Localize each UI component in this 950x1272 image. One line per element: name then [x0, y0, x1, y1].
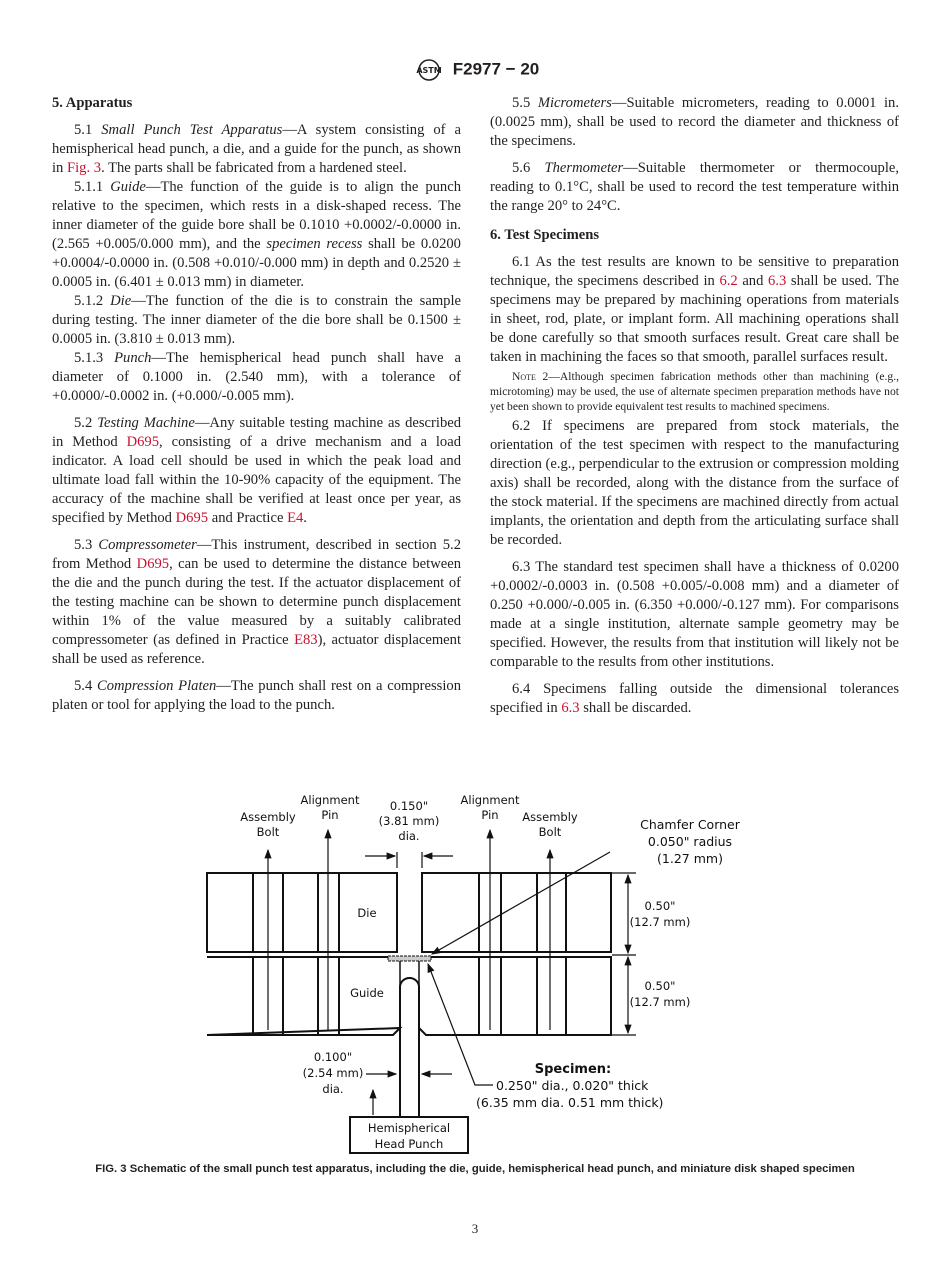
figure-label: 0.150" — [389, 799, 429, 813]
text-run: 2—Although specimen fabrication methods other than machining (e.g., microtoming) may be used, the use of alternate specimen preparation methods have not yet been shown to provide equivalent test results to machined specimens. — [490, 370, 899, 413]
reference-link[interactable]: E4 — [287, 510, 304, 526]
text-run: —The punch shall rest on a compression platen or tool for applying the load to the punch. — [52, 678, 462, 713]
reference-link[interactable]: 6.3 — [768, 273, 787, 289]
figure-label: dia. — [398, 829, 420, 843]
section-heading: 6. Test Specimens — [490, 227, 600, 243]
text-run: —The function of the guide is to align the punch relative to the specimen, which rests in a disk-shaped recess. The inner diameter of the guide bore shall be 0.1010 +0.0002/-0.0000 in. (2.565 +0.005/0.000 mm), and the — [52, 179, 462, 252]
text-run: —The function of the die is to constrain the sample during testing. The inner diameter of the die bore shall be 0.1500 ± 0.0005 in. (3.810 ± 0.013 mm). — [52, 293, 462, 347]
note-paragraph — [490, 369, 899, 414]
figure-label: 0.050" radius — [647, 834, 733, 849]
reference-link[interactable]: 6.2 — [719, 273, 738, 289]
paragraph — [52, 178, 461, 292]
text-run: Compressometer — [98, 537, 197, 553]
text-run: 6.3 The standard test specimen shall have a thickness of 0.0200 +0.0002/-0.0003 in. (0.508 +0.005/-0.008 mm) and a diameter of 0.250 +0.000/-0.005 in. (6.350 +0.000/-0.127 mm). For comparisons made at a single institution, alternate sample geometry may be specified. However, the results from that institution will likely not be comparable to the results from other institutions. — [490, 559, 899, 670]
figure-label: Chamfer Corner — [640, 817, 740, 832]
text-run: —This instrument, described in section 5.2 from Method — [52, 537, 462, 572]
text-run: . — [303, 510, 307, 526]
text-run: —Suitable micrometers, reading to 0.0001 in. (0.0025 mm), shall be used to record the diameter and thickness of the specimens. — [490, 95, 900, 149]
figure-label: Specimen: — [534, 1062, 612, 1077]
reference-link[interactable]: 6.3 — [561, 700, 580, 716]
paragraph — [490, 417, 899, 550]
reference-link[interactable]: D695 — [126, 434, 160, 450]
reference-link[interactable]: D695 — [175, 510, 209, 526]
text-run: 5.1 — [74, 122, 102, 138]
figure-label: Die — [357, 906, 377, 920]
text-run: shall be used. The specimens may be prepared by machining operations from materials in sheet, rod, plate, or implant form. All machining operations shall be done carefully so that smooth surfaces result. Great care shall be taken in machining the faces so that smooth, parallel surfaces result. — [490, 273, 899, 365]
text-run: 5.1.1 — [74, 179, 111, 195]
figure-label: Pin — [481, 808, 499, 822]
paragraph — [490, 94, 899, 151]
text-run: —Suitable thermometer or thermocouple, reading to 0.1°C, shall be used to record the test temperature within the range 20° to 24°C. — [490, 160, 899, 214]
figure-label: (6.35 mm dia. 0.51 mm thick) — [476, 1095, 664, 1110]
text-run: 6.2 If specimens are prepared from stock materials, the orientation of the test specimen with respect to the manufacturing direction (e.g., perpendicular to the extrusion or compression molding axis) shall be recorded, along with the distance from the surface of the stock material. If the specimens are machined directly from actual implants, the orientation and depth from the articulating surface shall be recorded. — [490, 418, 899, 548]
paragraph — [52, 414, 461, 528]
figure-label: Assembly — [522, 810, 578, 824]
figure-label: 0.250" dia., 0.020" thick — [496, 1078, 649, 1093]
page-number: 3 — [471, 1221, 479, 1236]
figure-label: dia. — [322, 1082, 344, 1096]
text-run: Micrometers — [537, 95, 612, 111]
figure-label: Hemispherical — [367, 1121, 451, 1135]
text-run: 5.1.3 — [74, 350, 115, 366]
reference-link[interactable]: Fig. 3 — [67, 160, 102, 176]
paragraph — [490, 680, 899, 718]
paragraph — [52, 536, 461, 669]
paragraph — [52, 349, 461, 406]
figure-label: Bolt — [538, 825, 562, 839]
section-heading: 5. Apparatus — [52, 95, 133, 111]
figure-label: (3.81 mm) — [378, 814, 440, 828]
figure-label: Alignment — [460, 793, 520, 807]
paragraph — [52, 677, 461, 715]
figure-label: 0.50" — [644, 899, 676, 913]
svg-text:ASTM: ASTM — [416, 66, 442, 75]
figure-label: Bolt — [256, 825, 280, 839]
figure-label: (2.54 mm) — [302, 1066, 364, 1080]
specimen-disk — [388, 956, 431, 961]
text-run: 5.5 — [512, 95, 538, 111]
text-run: 6.1 As the test results are known to be sensitive to preparation technique, the specimens described in — [490, 254, 899, 289]
right-column — [490, 94, 899, 718]
text-run: Small Punch Test Apparatus — [101, 122, 283, 138]
standard-designation: F2977 − 20 — [452, 59, 540, 79]
figure-caption: FIG. 3 Schematic of the small punch test apparatus, including the die, guide, hemispherical head punch, and miniature disk shaped specimen — [95, 1163, 855, 1175]
paragraph — [52, 121, 461, 178]
text-run: . The parts shall be fabricated from a hardened steel. — [101, 160, 407, 176]
figure-label: (12.7 mm) — [629, 915, 691, 929]
text-run: shall be discarded. — [579, 700, 692, 716]
figure-label: Pin — [321, 808, 339, 822]
text-run: 5.6 — [512, 160, 545, 176]
text-run: —Any suitable testing machine as described in Method — [52, 415, 462, 450]
figure-label: (1.27 mm) — [657, 851, 723, 866]
text-run: , can be used to determine the distance between the die and the punch during the test. If the actuator displacement of the testing machine can be shown to determine punch displacement within 1% of the value measured by a suitably calibrated compressometer (as defined in Practice — [52, 556, 461, 648]
figure-label: Guide — [350, 986, 384, 1000]
figure-3-schematic — [0, 780, 950, 1160]
astm-logo-icon — [411, 58, 447, 82]
text-run: Guide — [110, 179, 146, 195]
paragraph — [52, 292, 461, 349]
figure-label: Alignment — [300, 793, 360, 807]
figure-label: 0.50" — [644, 979, 676, 993]
text-run: Note — [512, 370, 536, 383]
text-run: 5.4 — [74, 678, 97, 694]
text-run: 6.4 Specimens falling outside the dimensional tolerances specified in — [490, 681, 899, 716]
reference-link[interactable]: E83 — [294, 632, 318, 648]
text-run: Die — [110, 293, 132, 309]
paragraph — [490, 159, 899, 216]
text-run: Testing Machine — [97, 415, 195, 431]
text-run: 5.1.2 — [74, 293, 111, 309]
text-run: shall be 0.0200 +0.0004/-0.0000 in. (0.508 +0.010/-0.000 mm) in depth and 0.2520 ± 0.0005 in. (6.401 ± 0.013 mm) in diameter. — [52, 236, 461, 290]
text-run: Punch — [114, 350, 152, 366]
text-run: and — [737, 273, 769, 289]
text-run: specimen recess — [266, 236, 363, 252]
text-run: 5.3 — [74, 537, 99, 553]
text-run: and Practice — [208, 510, 288, 526]
text-run: , consisting of a drive mechanism and a load indicator. A load cell should be used in which the peak load and ultimate load fall within the 10-90% capacity of the equipment. The accuracy of the machine shall be verified at least once per year, as specified by Method — [52, 434, 461, 526]
die-right-block — [422, 873, 611, 952]
text-run: —The hemispherical head punch shall have a diameter of 0.1000 in. (2.540 mm), with a tolerance of +0.0000/-0.0002 in. (+0.000/-0.005 mm). — [52, 350, 461, 404]
punch-shaft — [400, 978, 419, 1117]
figure-label: (12.7 mm) — [629, 995, 691, 1009]
text-run: —A system consisting of a hemispherical head punch, a die, and a guide for the punch, as shown in — [52, 122, 461, 176]
left-column — [52, 94, 461, 715]
figure-label: Head Punch — [374, 1137, 444, 1151]
text-run: 5.2 — [74, 415, 98, 431]
text-run: ), actuator displacement shall be used as reference. — [52, 632, 461, 667]
figure-label: Assembly — [240, 810, 296, 824]
figure-label: 0.100" — [313, 1050, 353, 1064]
paragraph — [490, 253, 899, 367]
text-run: Compression Platen — [96, 678, 217, 694]
reference-link[interactable]: D695 — [136, 556, 170, 572]
paragraph — [490, 558, 899, 672]
page-header — [0, 58, 950, 82]
text-run: Thermometer — [544, 160, 624, 176]
